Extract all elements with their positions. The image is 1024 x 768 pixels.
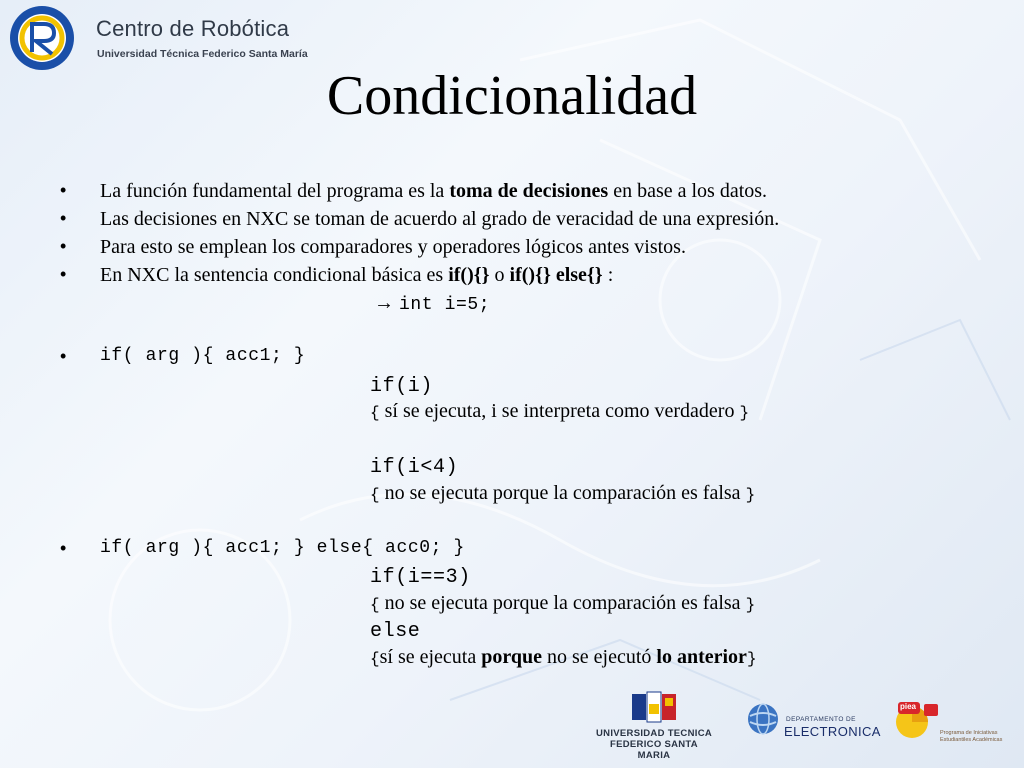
right-arrow-icon: → [374, 292, 394, 314]
dept-small-text: DEPARTAMENTO DE [786, 716, 856, 723]
if-case2-comment: { no se ejecuta porque la comparación es falsa } [370, 482, 756, 504]
bullet-text: Las decisiones en NXC se toman de acuerdo al grado de veracidad de una expresión. [100, 208, 780, 230]
bullet-text: Para esto se emplean los comparadores y operadores lógicos antes vistos. [100, 236, 686, 258]
else-code1: if(i==3) [370, 566, 471, 589]
if-case1-comment: { sí se ejecuta, i se interpreta como verdadero } [370, 400, 750, 422]
else-comment1: { no se ejecuta porque la comparación es falsa } [370, 592, 756, 614]
utfsm-line2: FEDERICO SANTA MARIA [610, 739, 698, 761]
piea-line2: Estudiantiles Académicas [940, 736, 1003, 743]
dept-electronica-logo [746, 700, 881, 740]
bullet-dot: • [60, 538, 67, 558]
piea-label: piea [900, 702, 917, 711]
utfsm-logo [596, 690, 713, 761]
brand-subtitle: Universidad Técnica Federico Santa María [97, 48, 308, 60]
bullet-dot: • [60, 180, 67, 200]
piea-logo [894, 698, 1020, 746]
bullet-dot: • [60, 264, 67, 284]
dept-big-text: ELECTRONICA [784, 724, 881, 739]
bullet-text: En NXC la sentencia condicional básica es if(){} o if(){} else{} : [100, 264, 614, 286]
page-title: Condicionalidad [326, 65, 698, 127]
brand-title: Centro de Robótica [96, 16, 290, 41]
if-case2-code: if(i<4) [370, 456, 459, 479]
else-comment2: {sí se ejecuta porque no se ejecutó lo anterior} [370, 646, 757, 668]
bullet-dot: • [60, 346, 67, 366]
if-else-syntax: if( arg ){ acc1; } else{ acc0; } [100, 538, 465, 558]
globe-icon [746, 702, 780, 736]
piea-line1: Programa de Iniciativas [940, 730, 998, 736]
declaration-code: int i=5; [399, 295, 491, 315]
bullet-text: La función fundamental del programa es la toma de decisiones en base a los datos. [100, 180, 768, 202]
utfsm-crest-icon [630, 690, 678, 726]
if-case1-code: if(i) [370, 375, 434, 398]
bullet-dot: • [60, 208, 67, 228]
bullet-dot: • [60, 236, 67, 256]
if-syntax: if( arg ){ acc1; } [100, 346, 306, 366]
example-declaration [374, 292, 490, 315]
else-code2: else [370, 620, 421, 643]
utfsm-line1: UNIVERSIDAD TECNICA [596, 728, 713, 739]
